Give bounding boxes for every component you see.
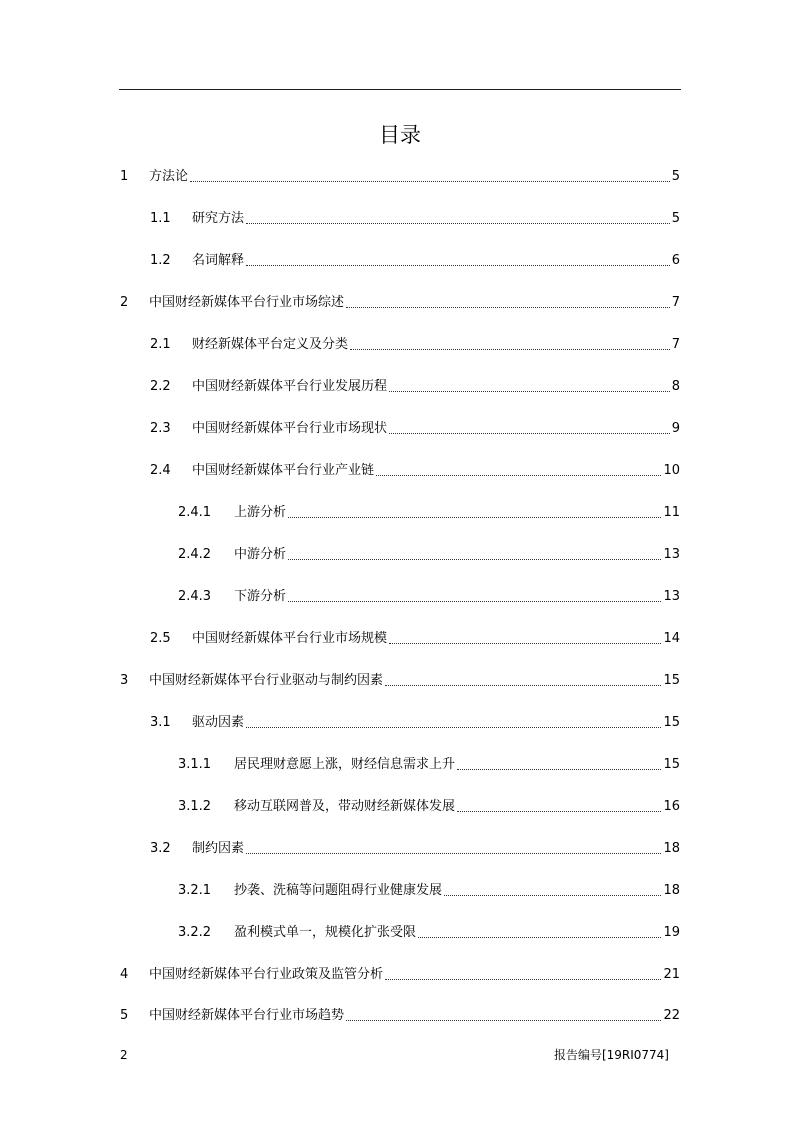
footer-report-code: 报告编号[19RI0774] <box>553 1048 669 1062</box>
dot-leader <box>389 390 670 392</box>
toc-entry-label: 中国财经新媒体平台行业产业链 <box>192 463 375 478</box>
dot-leader <box>350 348 670 350</box>
toc-entry-label: 名词解释 <box>192 253 245 268</box>
toc-entry-number: 3.2 <box>150 841 171 856</box>
toc-entry-2-3[interactable] <box>150 419 680 439</box>
toc-entry-page: 16 <box>663 799 680 814</box>
toc-entry-number: 1 <box>120 169 129 184</box>
toc-entry-label: 财经新媒体平台定义及分类 <box>192 337 349 352</box>
toc-entry-number: 2.1 <box>150 337 171 352</box>
dot-leader <box>444 894 661 896</box>
toc-entry-page: 5 <box>671 169 680 184</box>
toc-entry-number: 2.4.2 <box>178 547 212 562</box>
toc-entry-label: 中国财经新媒体平台行业发展历程 <box>192 379 388 394</box>
toc-entry-number: 3.2.2 <box>178 925 212 940</box>
dot-leader <box>457 768 661 770</box>
toc-entry-number: 1.1 <box>150 211 171 226</box>
dot-leader <box>376 474 661 476</box>
toc-entry-2-5[interactable] <box>150 629 680 649</box>
toc-entry-number: 2.4.3 <box>178 589 212 604</box>
toc-entry-2-4-3[interactable] <box>178 587 680 607</box>
toc-entry-label: 盈利模式单一，规模化扩张受限 <box>234 925 417 940</box>
toc-entry-number: 4 <box>120 967 129 982</box>
dot-leader <box>246 726 661 728</box>
toc-entry-page: 7 <box>671 295 680 310</box>
toc-entry-label: 方法论 <box>149 169 189 184</box>
toc-entry-page: 14 <box>663 631 680 646</box>
toc-entry-3-1-2[interactable] <box>178 797 680 817</box>
toc-entry-page: 13 <box>663 547 680 562</box>
dot-leader <box>288 558 661 560</box>
toc-entry-3[interactable] <box>120 671 680 691</box>
toc-entry-page: 15 <box>663 673 680 688</box>
toc-entry-label: 居民理财意愿上涨，财经信息需求上升 <box>234 757 456 772</box>
toc-entry-number: 2 <box>120 295 129 310</box>
dot-leader <box>190 180 670 182</box>
dot-leader <box>288 600 661 602</box>
toc-entry-page: 9 <box>671 421 680 436</box>
dot-leader <box>246 222 670 224</box>
toc-entry-page: 19 <box>663 925 680 940</box>
toc-entry-number: 3.1 <box>150 715 171 730</box>
toc-entry-2-4[interactable] <box>150 461 680 481</box>
toc-entry-page: 10 <box>663 463 680 478</box>
toc-entry-label: 移动互联网普及，带动财经新媒体发展 <box>234 799 456 814</box>
dot-leader <box>385 684 661 686</box>
toc-entry-3-2-2[interactable] <box>178 923 680 943</box>
toc-entry-label: 中国财经新媒体平台行业政策及监管分析 <box>149 967 384 982</box>
toc-entry-label: 中国财经新媒体平台行业驱动与制约因素 <box>149 673 384 688</box>
toc-entry-number: 2.3 <box>150 421 171 436</box>
toc-entry-page: 5 <box>671 211 680 226</box>
dot-leader <box>389 432 670 434</box>
toc-entry-4[interactable] <box>120 965 680 985</box>
toc-entry-number: 2.5 <box>150 631 171 646</box>
toc-entry-page: 18 <box>663 841 680 856</box>
dot-leader <box>385 978 661 980</box>
dot-leader <box>246 264 670 266</box>
toc-entry-label: 研究方法 <box>192 211 245 226</box>
toc-entry-3-1[interactable] <box>150 713 680 733</box>
toc-entry-label: 中游分析 <box>234 547 287 562</box>
toc-entry-2[interactable] <box>120 293 680 313</box>
toc-entry-page: 11 <box>663 505 680 520</box>
toc-entry-label: 上游分析 <box>234 505 287 520</box>
toc-entry-2-1[interactable] <box>150 335 680 355</box>
toc-entry-number: 3 <box>120 673 129 688</box>
toc-entry-label: 抄袭、洗稿等问题阻碍行业健康发展 <box>234 883 443 898</box>
toc-entry-number: 2.4.1 <box>178 505 212 520</box>
toc-entry-2-2[interactable] <box>150 377 680 397</box>
toc-entry-page: 22 <box>663 1008 680 1023</box>
toc-entry-5[interactable] <box>120 1006 680 1026</box>
toc-entry-page: 6 <box>671 253 680 268</box>
toc-entry-label: 中国财经新媒体平台行业市场规模 <box>192 631 388 646</box>
toc-entry-1[interactable] <box>120 167 680 187</box>
toc-entry-3-1-1[interactable] <box>178 755 680 775</box>
toc-entry-number: 3.1.1 <box>178 757 212 772</box>
toc-entry-2-4-1[interactable] <box>178 503 680 523</box>
toc-entry-3-2-1[interactable] <box>178 881 680 901</box>
toc-entry-page: 13 <box>663 589 680 604</box>
toc-entry-label: 驱动因素 <box>192 715 245 730</box>
toc-entry-3-2[interactable] <box>150 839 680 859</box>
footer-page-number: 2 <box>120 1048 128 1062</box>
toc-entry-label: 制约因素 <box>192 841 245 856</box>
toc-entry-label: 中国财经新媒体平台行业市场现状 <box>192 421 388 436</box>
toc-entry-2-4-2[interactable] <box>178 545 680 565</box>
toc-entry-number: 2.2 <box>150 379 171 394</box>
toc-entry-number: 3.1.2 <box>178 799 212 814</box>
toc-entry-page: 8 <box>671 379 680 394</box>
dot-leader <box>346 1019 661 1021</box>
dot-leader <box>346 306 670 308</box>
toc-entry-page: 15 <box>663 757 680 772</box>
dot-leader <box>418 936 661 938</box>
toc-entry-page: 21 <box>663 967 680 982</box>
toc-entry-label: 中国财经新媒体平台行业市场趋势 <box>149 1008 345 1023</box>
toc-entry-page: 18 <box>663 883 680 898</box>
toc-entry-number: 1.2 <box>150 253 171 268</box>
toc-entry-page: 15 <box>663 715 680 730</box>
toc-entry-number: 2.4 <box>150 463 171 478</box>
toc-entry-page: 7 <box>671 337 680 352</box>
toc-entry-label: 下游分析 <box>234 589 287 604</box>
toc-entry-1-2[interactable] <box>150 251 680 271</box>
toc-entry-number: 3.2.1 <box>178 883 212 898</box>
dot-leader <box>246 852 661 854</box>
toc-title: 目录 <box>379 123 421 147</box>
dot-leader <box>389 642 661 644</box>
dot-leader <box>457 810 661 812</box>
toc-entry-1-1[interactable] <box>150 209 680 229</box>
dot-leader <box>288 516 661 518</box>
toc-entry-number: 5 <box>120 1008 129 1023</box>
toc-entry-label: 中国财经新媒体平台行业市场综述 <box>149 295 345 310</box>
